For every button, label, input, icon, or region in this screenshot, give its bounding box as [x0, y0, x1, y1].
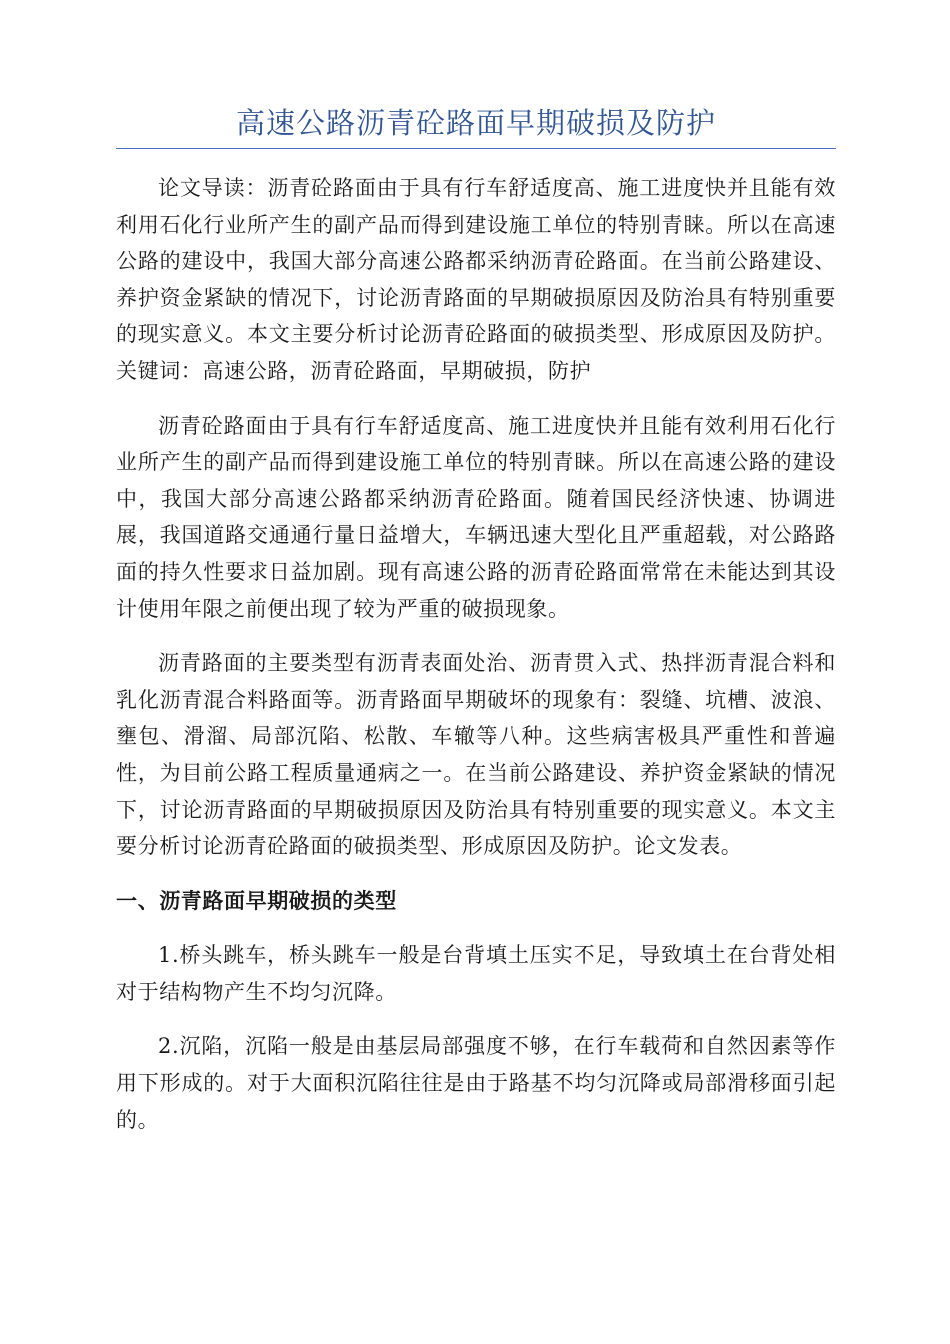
body-paragraph-2: 沥青路面的主要类型有沥青表面处治、沥青贯入式、热拌沥青混合料和乳化沥青混合料路面等。沥青路面早期破坏的现象有：裂缝、坑槽、波浪、壅包、滑溜、局部沉陷、松散、车辙等八种。这些病害极具严重性和普遍性，为目前公路工程质量通病之一。在当前公路建设、养护资金紧缺的情况下，讨论沥青路面的早期破损原因及防治具有特别重要的现实意义。本文主要分析讨论沥青砼路面的破损类型、形成原因及防护。论文发表。	[116, 651, 836, 859]
document-page	[116, 100, 836, 1138]
list-item-2: 2.沉陷，沉陷一般是由基层局部强度不够，在行车载荷和自然因素等作用下形成的。对于大面积沉陷往往是由于路基不均匀沉降或局部滑移面引起的。	[116, 1034, 836, 1132]
page-title: 高速公路沥青砼路面早期破损及防护	[116, 100, 836, 149]
intro-paragraph: 论文导读：沥青砼路面由于具有行车舒适度高、施工进度快并且能有效利用石化行业所产生的副产品而得到建设施工单位的特别青睐。所以在高速公路的建设中，我国大部分高速公路都采纳沥青砼路面。在当前公路建设、养护资金紧缺的情况下，讨论沥青路面的早期破损原因及防治具有特别重要的现实意义。本文主要分析讨论沥青砼路面的破损类型、形成原因及防护。关键词：高速公路，沥青砼路面，早期破损，防护	[116, 176, 836, 383]
section-heading: 一、沥青路面早期破损的类型	[116, 887, 397, 913]
body-paragraph-1: 沥青砼路面由于具有行车舒适度高、施工进度快并且能有效利用石化行业所产生的副产品而得到建设施工单位的特别青睐。所以在高速公路的建设中，我国大部分高速公路都采纳沥青砼路面。随着国民经济快速、协调进展，我国道路交通通行量日益增大，车辆迅速大型化且严重超载，对公路路面的持久性要求日益加剧。现有高速公路的沥青砼路面常常在未能达到其设计使用年限之前便出现了较为严重的破损现象。	[116, 413, 836, 621]
list-item-1: 1.桥头跳车，桥头跳车一般是台背填土压实不足，导致填土在台背处相对于结构物产生不均匀沉降。	[116, 943, 836, 1004]
